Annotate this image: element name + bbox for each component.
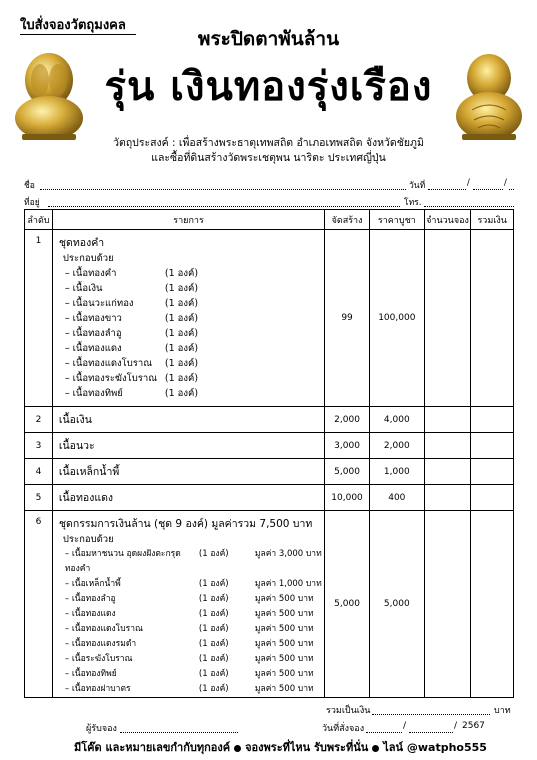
- sub-item-value: มูลค่า 3,000 บาท: [254, 549, 322, 559]
- total-label: รวมเป็นเงิน: [326, 706, 371, 716]
- sub-item-qty: (1 องค์): [164, 343, 199, 354]
- sub-item: [57, 326, 324, 341]
- row-made: 10,000: [325, 485, 370, 511]
- header-total: รวมเงิน: [471, 210, 514, 230]
- row-title: เนื้อนวะ: [58, 440, 95, 452]
- row-title: ชุดกรรมการเงินล้าน (ชุด 9 องค์) มูลค่ารวม 7,500 บาท: [58, 518, 313, 530]
- sub-item-qty: (1 องค์): [198, 624, 229, 634]
- row-qty-input[interactable]: [424, 407, 471, 433]
- row-price: 1,000: [369, 459, 424, 485]
- row-made: 2,000: [325, 407, 370, 433]
- sub-item-name: – เนื้อเหล็กน้ำพี้: [64, 579, 121, 589]
- sub-item-value: มูลค่า 500 บาท: [254, 639, 314, 649]
- table-row: [25, 459, 514, 485]
- receiver-field[interactable]: [120, 723, 238, 733]
- sub-item-qty: (1 องค์): [198, 684, 229, 694]
- note-pickup: จองพระที่ไหน รับพระที่นั่น: [245, 741, 369, 754]
- sub-item-qty: (1 องค์): [164, 373, 199, 384]
- total-field[interactable]: [372, 705, 490, 715]
- order-table: [24, 209, 514, 698]
- sub-item-name: – เนื้อทองแดง: [64, 343, 122, 354]
- buddha-amulet-right-image: [452, 50, 526, 142]
- sub-item-name: – เนื้อทองแดงรมดำ: [64, 639, 137, 649]
- sub-item-qty: (1 องค์): [164, 313, 199, 324]
- sub-item: [57, 341, 324, 356]
- row-title: ชุดทองคำ: [58, 237, 105, 249]
- row-price: 4,000: [369, 407, 424, 433]
- header-qty: จำนวนจอง: [424, 210, 471, 230]
- sub-item-value: มูลค่า 500 บาท: [254, 609, 314, 619]
- name-label: ชื่อ: [24, 181, 35, 191]
- row-qty-input[interactable]: [424, 485, 471, 511]
- sub-item-name: – เนื้อทองระฆังโบราณ: [64, 373, 158, 384]
- order-year: 2567: [462, 721, 485, 731]
- row-item: [52, 230, 324, 407]
- row-price: 100,000: [369, 230, 424, 407]
- sub-item: [57, 296, 324, 311]
- sub-item-value: มูลค่า 1,000 บาท: [254, 579, 322, 589]
- baht-label: บาท: [494, 706, 511, 716]
- date-month-field[interactable]: [473, 180, 503, 190]
- phone-field[interactable]: [424, 197, 514, 207]
- purpose-line-1: วัตถุประสงค์ : เพื่อสร้างพระธาตุเทพสถิต อำเภอเทพสถิต จังหวัดชัยภูมิ: [113, 137, 424, 149]
- note-code: มีโค๊ด และหมายเลขกำกับทุกองค์: [74, 741, 231, 754]
- buddha-amulet-left-image: [12, 50, 86, 142]
- row-intro: ประกอบด้วย: [62, 253, 114, 264]
- table-row: [25, 230, 514, 407]
- sub-item: [57, 622, 324, 637]
- date-year-field[interactable]: [509, 180, 514, 190]
- row-total-input[interactable]: [471, 433, 514, 459]
- sub-item: [57, 607, 324, 622]
- sub-item-qty: (1 องค์): [198, 579, 229, 589]
- sub-item: [57, 371, 324, 386]
- sub-item-name: – เนื้อทองลำอู: [64, 328, 122, 339]
- sub-item: [57, 356, 324, 371]
- row-qty-input[interactable]: [424, 459, 471, 485]
- sub-item: [57, 637, 324, 652]
- row-total-input[interactable]: [471, 511, 514, 698]
- row-qty-input[interactable]: [424, 433, 471, 459]
- form-label: ใบสั่งจองวัตถุมงคล: [20, 18, 126, 33]
- sub-item-name: – เนื้อทองแดง: [64, 609, 116, 619]
- order-date-label: วันที่สั่งจอง: [322, 724, 365, 734]
- row-price: 2,000: [369, 433, 424, 459]
- bullet-icon: [234, 745, 241, 752]
- row-made: 5,000: [325, 511, 370, 698]
- sub-item-qty: (1 องค์): [198, 609, 229, 619]
- date-day-field[interactable]: [428, 180, 466, 190]
- date-label: วันที่: [409, 181, 426, 191]
- table-row: [25, 433, 514, 459]
- sub-item: [57, 281, 324, 296]
- sub-item: [57, 592, 324, 607]
- sub-item: [57, 682, 324, 697]
- sub-item-qty: (1 องค์): [164, 298, 199, 309]
- note-line: ไลน์ @watpho555: [383, 741, 487, 754]
- row-total-input[interactable]: [471, 407, 514, 433]
- table-row: [25, 485, 514, 511]
- name-field[interactable]: [40, 180, 406, 190]
- sub-item-name: – เนื้อระฆังโบราณ: [64, 654, 133, 664]
- row-total-input[interactable]: [471, 485, 514, 511]
- sub-item-name: – เนื้อทองทิพย์: [64, 388, 123, 399]
- sub-item: [57, 577, 324, 592]
- sub-item-qty: (1 องค์): [198, 549, 229, 559]
- order-day-field[interactable]: [366, 723, 402, 733]
- row-made: 99: [325, 230, 370, 407]
- sub-item: [57, 652, 324, 667]
- row-qty-input[interactable]: [424, 511, 471, 698]
- row-total-input[interactable]: [471, 459, 514, 485]
- sub-item-name: – เนื้อทองแดงโบราณ: [64, 358, 153, 369]
- row-title: เนื้อเงิน: [58, 414, 92, 426]
- address-label: ที่อยู่: [24, 198, 40, 208]
- row-made: 5,000: [325, 459, 370, 485]
- table-row: [25, 407, 514, 433]
- sub-item-qty: (1 องค์): [164, 358, 199, 369]
- row-price: 5,000: [369, 511, 424, 698]
- series-title: รุ่น เงินทองรุ่งเรือง: [104, 64, 433, 110]
- sub-item: [57, 266, 324, 281]
- sub-item-value: มูลค่า 500 บาท: [254, 594, 314, 604]
- sub-item-qty: (1 องค์): [198, 669, 229, 679]
- sub-item-list: [53, 266, 324, 401]
- sub-item-value: มูลค่า 500 บาท: [254, 654, 314, 664]
- order-month-field[interactable]: [409, 723, 453, 733]
- sub-item-name: – เนื้อมหาชนวน อุดผงฝังตะกรุดทองคำ: [64, 549, 181, 574]
- sub-item-list: [53, 547, 324, 697]
- receiver-label: ผู้รับจอง: [86, 724, 117, 734]
- row-item: [52, 511, 324, 698]
- sub-item-name: – เนื้อทองทิพย์: [64, 669, 117, 679]
- row-no: 6: [25, 511, 53, 698]
- sub-item-qty: (1 องค์): [164, 328, 199, 339]
- sub-item-qty: (1 องค์): [198, 654, 229, 664]
- row-made: 3,000: [325, 433, 370, 459]
- row-no: 1: [25, 230, 53, 407]
- sub-item-qty: (1 องค์): [164, 283, 199, 294]
- page-title: พระปิดตาพันล้าน: [197, 28, 340, 50]
- purpose-text: [0, 136, 537, 166]
- sub-item-name: – เนื้อทองคำ: [64, 268, 117, 279]
- row-price: 400: [369, 485, 424, 511]
- sub-item-qty: (1 องค์): [164, 268, 199, 279]
- phone-label: โทร.: [404, 198, 422, 208]
- sub-item-qty: (1 องค์): [164, 388, 199, 399]
- row-qty-input[interactable]: [424, 230, 471, 407]
- sub-item: [57, 386, 324, 401]
- row-title: เนื้อทองแดง: [58, 492, 114, 504]
- row-no: 4: [25, 459, 53, 485]
- sub-item-name: – เนื้อทองขาว: [64, 313, 122, 324]
- sub-item: [57, 311, 324, 326]
- bullet-icon: [372, 745, 379, 752]
- row-title: เนื้อเหล็กน้ำพี้: [58, 466, 120, 478]
- header-item: รายการ: [52, 210, 324, 230]
- sub-item-name: – เนื้อทองฝาบาตร: [64, 684, 131, 694]
- header-made: จัดสร้าง: [325, 210, 370, 230]
- sub-item-qty: (1 องค์): [198, 639, 229, 649]
- address-field[interactable]: [48, 197, 400, 207]
- row-no: 3: [25, 433, 53, 459]
- row-no: 5: [25, 485, 53, 511]
- sub-item: [57, 547, 324, 577]
- sub-item-name: – เนื้อนวะแก่ทอง: [64, 298, 134, 309]
- footer-notes: [74, 738, 487, 756]
- sub-item: [57, 667, 324, 682]
- sub-item-name: – เนื้อเงิน: [64, 283, 103, 294]
- row-total-input[interactable]: [471, 230, 514, 407]
- purpose-line-2: และซื้อที่ดินสร้างวัดพระเชตุพน นาริตะ ประเทศญี่ปุ่น: [151, 152, 386, 164]
- row-no: 2: [25, 407, 53, 433]
- sub-item-value: มูลค่า 500 บาท: [254, 624, 314, 634]
- sub-item-value: มูลค่า 500 บาท: [254, 669, 314, 679]
- header-price: ราคาบูชา: [369, 210, 424, 230]
- header-no: ลำดับ: [25, 210, 53, 230]
- sub-item-value: มูลค่า 500 บาท: [254, 684, 314, 694]
- sub-item-name: – เนื้อทองลำอู: [64, 594, 116, 604]
- row-intro: ประกอบด้วย: [62, 534, 114, 545]
- table-row: [25, 511, 514, 698]
- sub-item-qty: (1 องค์): [198, 594, 229, 604]
- sub-item-name: – เนื้อทองแดงโบราณ: [64, 624, 143, 634]
- table-header-row: [25, 210, 514, 230]
